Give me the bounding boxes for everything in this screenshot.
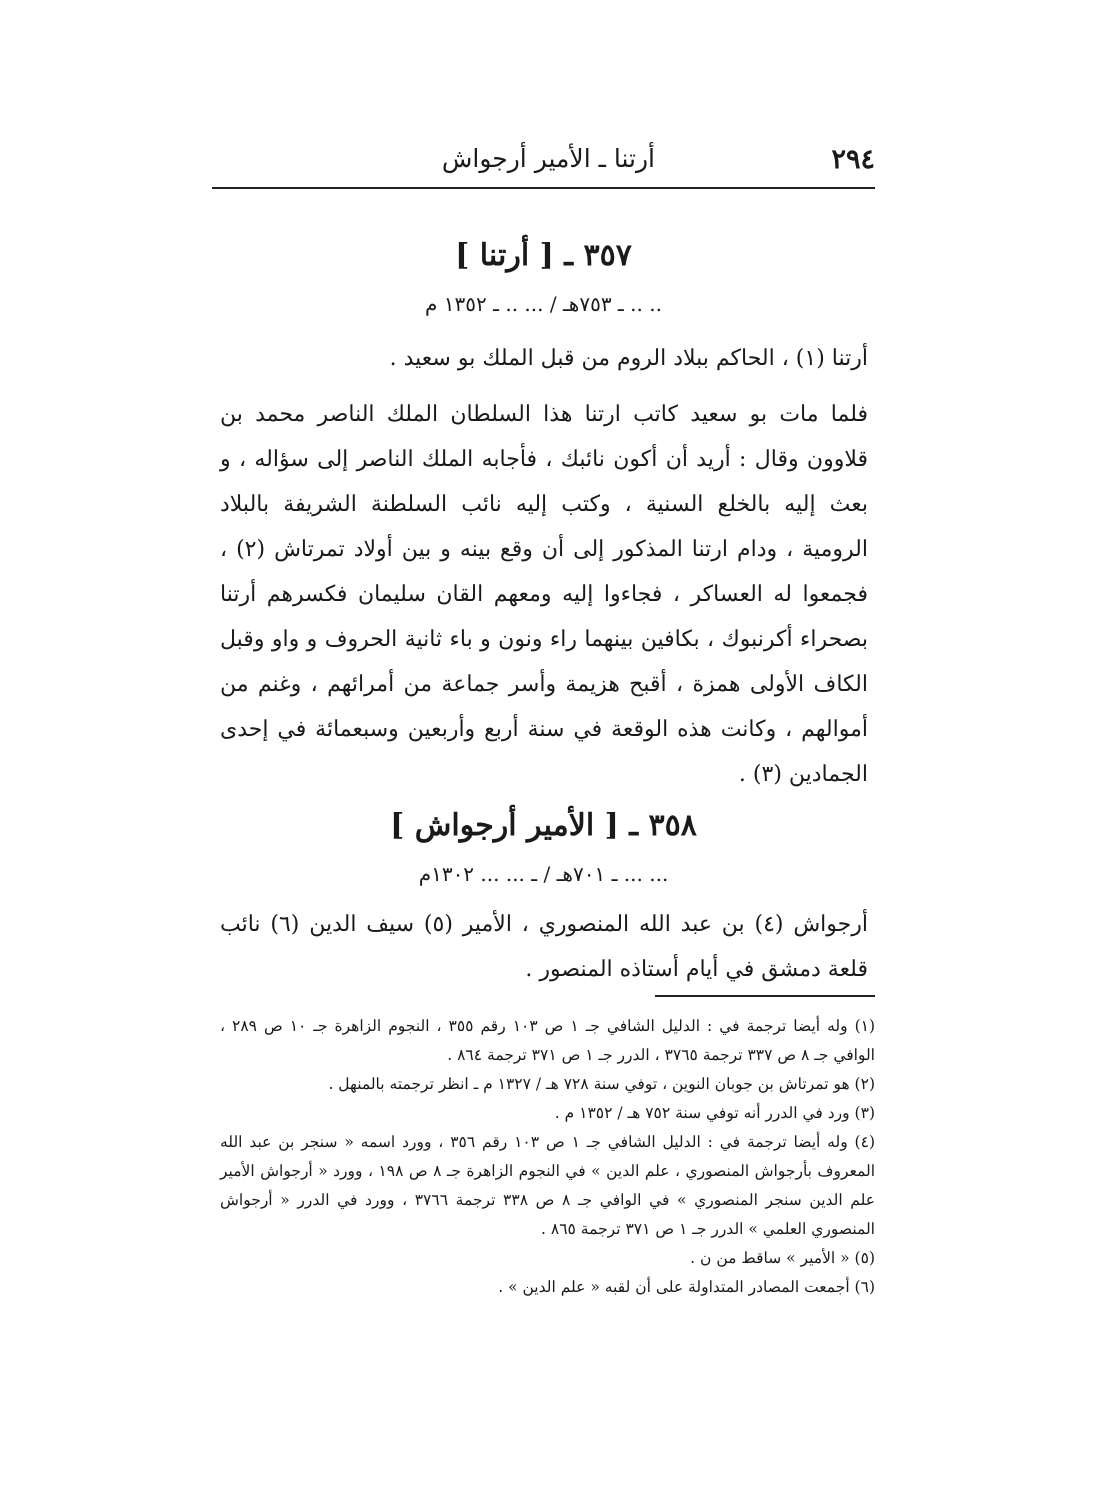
- running-head: أرتنا ـ الأمير أرجواش: [441, 144, 655, 173]
- footnote-1: (١) وله أيضا ترجمة في : الدليل الشافي جـ ١ ص ١٠٣ رقم ٣٥٥ ، النجوم الزاهرة جـ ١٠ ص ٢٨٩ ، الوافي جـ ٨ ص ٣٣٧ ترجمة ٣٧٦٥ ، الدرر جـ ١ ص ٣٧١ ترجمة ٨٦٤ .: [220, 1017, 876, 1064]
- footnote-2: (٢) هو تمرتاش بن جوبان النوين ، توفي سنة ٧٢٨ هـ / ١٣٢٧ م ـ انظر ترجمته بالمنهل .: [328, 1075, 875, 1093]
- page-number: ٢٩٤: [831, 144, 875, 175]
- entry-dates-357: .. .. ـ ٧٥٣هـ / ... .. ـ ١٣٥٢ م: [425, 292, 662, 316]
- entry-title-357: ٣٥٧ ـ [ أرتنا ]: [455, 238, 632, 273]
- footnote-separator: [655, 995, 875, 997]
- entry-body-358: أرجواش (٤) بن عبد الله المنصوري ، الأمير (٥) سيف الدين (٦) نائب قلعة دمشق في أيام أستاذه المنصور .: [220, 912, 868, 982]
- header-rule: [212, 187, 875, 189]
- entry-intro-357: أرتنا (١) ، الحاكم ببلاد الروم من قبل الملك بو سعيد .: [389, 346, 868, 371]
- entry-title-358: ٣٥٨ ـ [ الأمير أرجواش ]: [390, 808, 697, 843]
- footnote-5: (٥) « الأمير » ساقط من ن .: [690, 1249, 875, 1267]
- page-header: [212, 140, 875, 186]
- footnote-3: (٣) ورد في الدرر أنه توفي سنة ٧٥٢ هـ / ١٣٥٢ م .: [554, 1104, 875, 1122]
- footnotes: [220, 1012, 875, 1302]
- entry-body-357: فلما مات بو سعيد كاتب ارتنا هذا السلطان الملك الناصر محمد بن قلاوون وقال : أريد أن أكون نائبك ، فأجابه الملك الناصر إلى سؤاله ، و بعث إليه بالخلع السنية ، وكتب إليه نائب السلطنة الشريفة بالبلاد الرومية ، ودام ارتنا المذكور إلى أن وقع بينه و بين أولاد تمرتاش (٢) ، فجمعوا له العساكر ، فجاءوا إليه ومعهم القان سليمان فكسرهم أرتنا بصحراء أكرنبوك ، بكافين بينهما راء ونون و باء ثانية الحروف و واو وقبل الكاف الأولى همزة ، أقبح هزيمة وأسر جماعة من أمرائهم ، وغنم من أموالهم ، وكانت هذه الوقعة في سنة أربع وأربعين وسبعمائة في إحدى الجمادين (٣) .: [220, 402, 868, 787]
- footnote-4: (٤) وله أيضا ترجمة في : الدليل الشافي جـ ١ ص ١٠٣ رقم ٣٥٦ ، وورد اسمه « سنجر بن عبد الله المعروف بأرجواش المنصوري ، علم الدين » في النجوم الزاهرة جـ ٨ ص ١٩٨ ، وورد « أرجواش الأمير علم الدين سنجر المنصوري » في الوافي جـ ٨ ص ٣٣٨ ترجمة ٣٧٦٦ ، وورد في الدرر « أرجواش المنصوري العلمي » الدرر جـ ١ ص ٣٧١ ترجمة ٨٦٥ .: [220, 1133, 876, 1238]
- footnote-6: (٦) أجمعت المصادر المتداولة على أن لقبه « علم الدين » .: [498, 1278, 875, 1296]
- entry-dates-358: ... ... ـ ٧٠١هـ / ـ ... ... ١٣٠٢م: [418, 862, 669, 886]
